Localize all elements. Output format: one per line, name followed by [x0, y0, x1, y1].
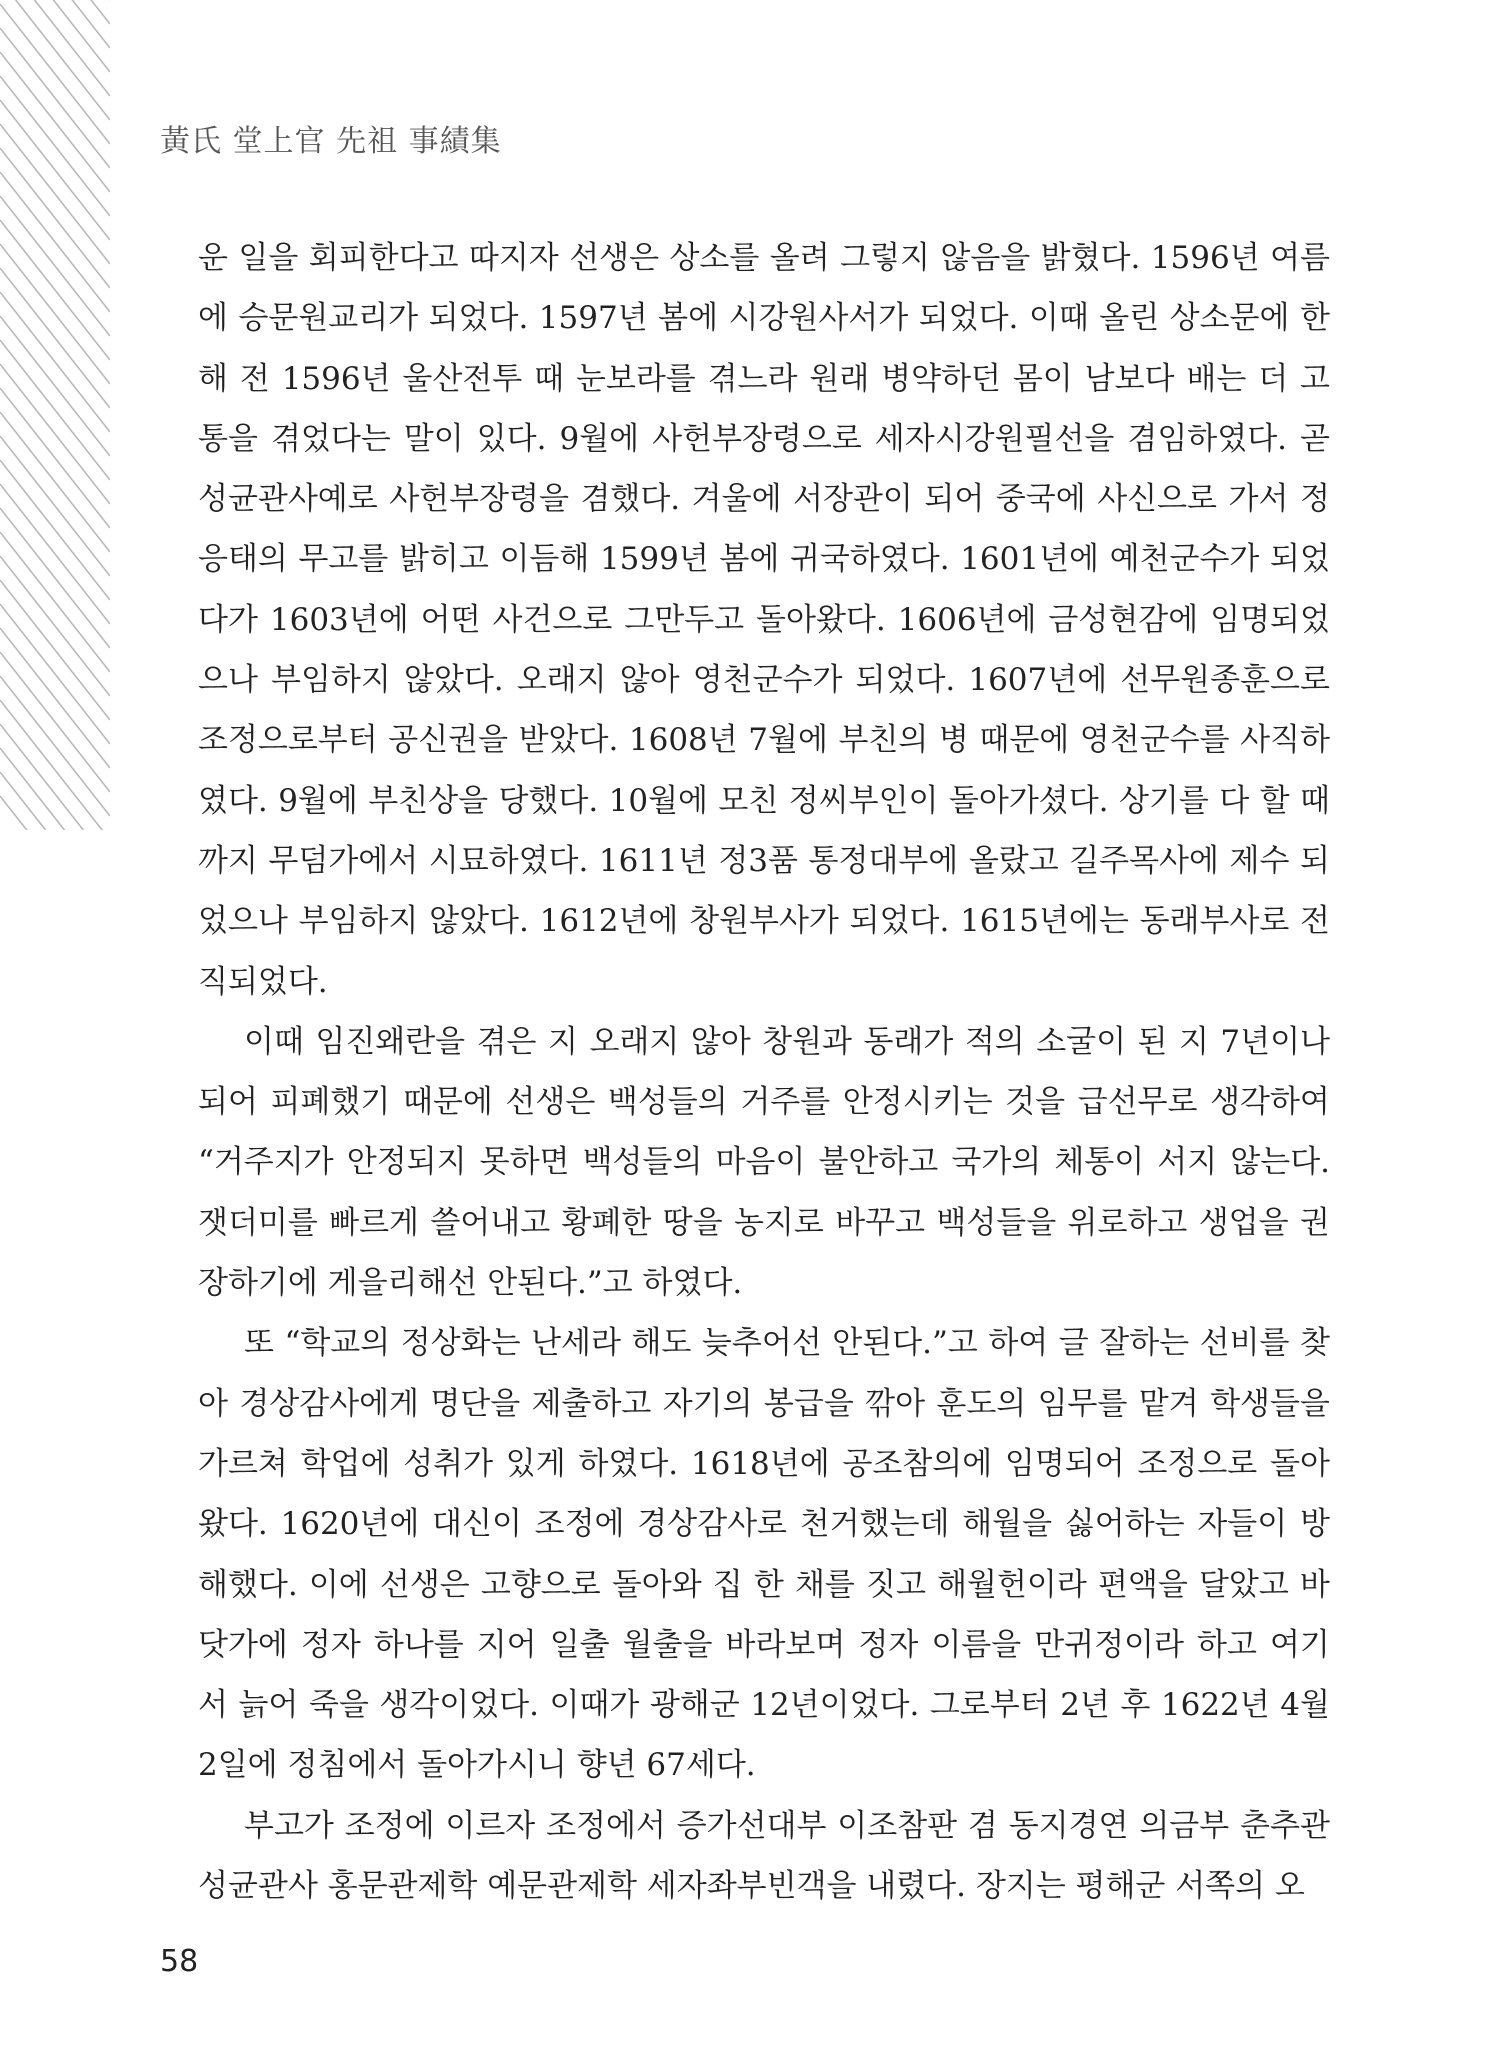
text-line: “거주지가 안정되지 못하면 백성들의 마음이 불안하고 국가의 체통이 서지 않는다.	[198, 1144, 1330, 1181]
text-line: 성균관사예로 사헌부장령을 겸했다. 겨울에 서장관이 되어 중국에 사신으로 가서 정	[198, 481, 1330, 518]
text-line: 까지 무덤가에서 시묘하였다. 1611년 정3품 통정대부에 올랐고 길주목사에 제수 되	[198, 842, 1330, 879]
text-line: 운 일을 회피한다고 따지자 선생은 상소를 올려 그렇지 않음을 밝혔다. 1596년 여름	[198, 240, 1330, 276]
text-line: 조정으로부터 공신권을 받았다. 1608년 7월에 부친의 병 때문에 영천군수를 사직하	[198, 722, 1330, 759]
text-line: 통을 겪었다는 말이 있다. 9월에 사헌부장령으로 세자시강원필선을 겸임하였다. 곧	[198, 420, 1330, 457]
text-line: 해했다. 이에 선생은 고향으로 돌아와 집 한 채를 짓고 해월헌이라 편액을 달았고 바	[198, 1566, 1330, 1603]
decor-stripe	[0, 772, 110, 830]
text-line: 왔다. 1620년에 대신이 조정에 경상감사로 천거했는데 해월을 싫어하는 자들이 방	[198, 1506, 1330, 1543]
paragraph	[198, 1012, 1330, 1313]
decor-stripe	[0, 0, 110, 120]
text-line: 서 늙어 죽을 생각이었다. 이때가 광해군 12년이었다. 그로부터 2년 후 1622년 4월	[198, 1687, 1330, 1724]
text-line: 성균관사 홍문관제학 예문관제학 세자좌부빈객을 내렸다. 장지는 평해군 서쪽의 오	[198, 1868, 1305, 1905]
text-line: 되어 피폐했기 때문에 선생은 백성들의 거주를 안정시키는 것을 급선무로 생각하여	[198, 1084, 1330, 1121]
decor-stripe	[0, 0, 110, 24]
text-line: 였다. 9월에 부친상을 당했다. 10월에 모친 정씨부인이 돌아가셨다. 상기를 다 할 때	[198, 782, 1330, 819]
text-line: 2일에 정침에서 돌아가시니 향년 67세다.	[198, 1747, 756, 1784]
text-line: 부고가 조정에 이르자 조정에서 증가선대부 이조참판 겸 동지경연 의금부 춘추관	[244, 1807, 1330, 1844]
text-line: 가르쳐 학업에 성취가 있게 하였다. 1618년에 공조참의에 임명되어 조정으로 돌아	[198, 1445, 1330, 1482]
text-line: 응태의 무고를 밝히고 이듬해 1599년 봄에 귀국하였다. 1601년에 예천군수가 되었	[198, 541, 1330, 578]
body-text	[198, 228, 1330, 1916]
decor-stripe	[0, 796, 110, 830]
text-line: 직되었다.	[198, 963, 328, 1000]
running-header: 黃氏 堂上官 先祖 事績集	[160, 124, 502, 159]
text-line: 었으나 부임하지 않았다. 1612년에 창원부사가 되었다. 1615년에는 동래부사로 전	[198, 903, 1330, 940]
text-line: 에 승문원교리가 되었다. 1597년 봄에 시강원사서가 되었다. 이때 올린 상소문에 한	[198, 300, 1330, 337]
decor-stripe	[0, 0, 110, 72]
corner-stripe-decoration	[0, 0, 110, 830]
page-number: 58	[160, 1944, 199, 1979]
text-line: 닷가에 정자 하나를 지어 일출 월출을 바라보며 정자 이름을 만귀정이라 하고 여기	[198, 1626, 1330, 1663]
text-line: 해 전 1596년 울산전투 때 눈보라를 겪느라 원래 병약하던 몸이 남보다 배는 더 고	[198, 360, 1330, 397]
text-line: 또 “학교의 정상화는 난세라 해도 늦추어선 안된다.”고 하여 글 잘하는 선비를 찾	[244, 1325, 1330, 1362]
text-line: 장하기에 게을리해선 안된다.”고 하였다.	[198, 1265, 743, 1302]
paragraph	[198, 1313, 1330, 1795]
decor-stripe	[0, 724, 110, 830]
paragraph	[198, 1796, 1330, 1917]
text-line: 으나 부임하지 않았다. 오래지 않아 영천군수가 되었다. 1607년에 선무원종훈으로	[198, 662, 1330, 699]
text-line: 잿더미를 빠르게 쓸어내고 황폐한 땅을 농지로 바꾸고 백성들을 위로하고 생업을 권	[198, 1204, 1330, 1241]
paragraph	[198, 228, 1330, 1012]
text-line: 이때 임진왜란을 겪은 지 오래지 않아 창원과 동래가 적의 소굴이 된 지 7년이나	[244, 1023, 1330, 1060]
text-line: 아 경상감사에게 명단을 제출하고 자기의 봉급을 깎아 훈도의 임무를 맡겨 학생들을	[198, 1385, 1330, 1422]
text-line: 다가 1603년에 어떤 사건으로 그만두고 돌아왔다. 1606년에 금성현감에 임명되었	[198, 601, 1330, 638]
decor-stripe	[0, 700, 110, 830]
